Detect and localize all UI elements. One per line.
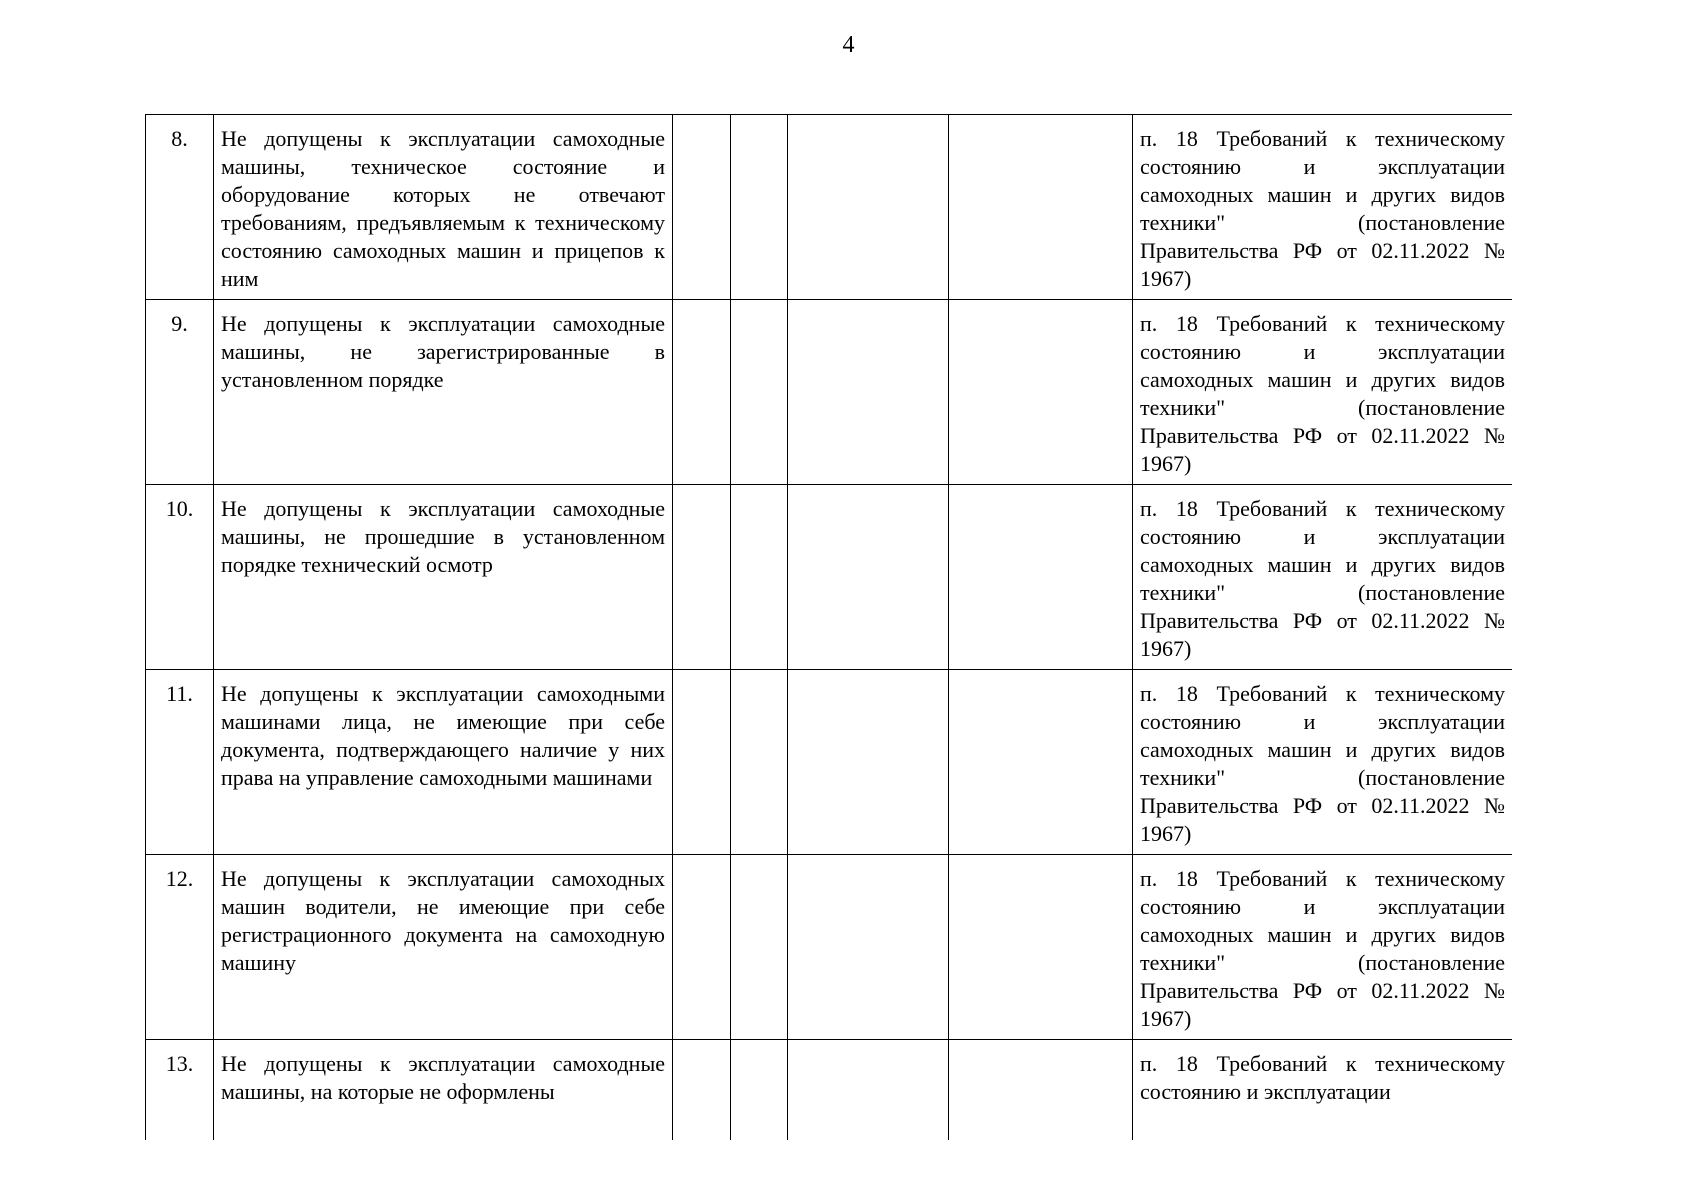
table-row xyxy=(146,1040,1513,1141)
answer-yes-cell xyxy=(673,855,731,1040)
legal-reference: п. 18 Требований к техническому состоянию и эксплуатации самоходных машин и других видов техники" (постановление Правительства РФ от 02.11.2022 № 1967) xyxy=(1133,115,1513,300)
legal-reference: п. 18 Требований к техническому состоянию и эксплуатации самоходных машин и других видов техники" (постановление Правительства РФ от 02.11.2022 № 1967) xyxy=(1133,670,1513,855)
requirement-text: Не допущены к эксплуатации самоходные машины, не прошедшие в установленном порядке технический осмотр xyxy=(214,485,673,670)
row-number: 13. xyxy=(146,1040,214,1141)
table-row xyxy=(146,670,1513,855)
table-row xyxy=(146,300,1513,485)
answer-no-cell xyxy=(731,855,788,1040)
comment-cell xyxy=(949,300,1133,485)
comment-cell xyxy=(949,115,1133,300)
checklist-table xyxy=(145,114,1512,1140)
answer-no-cell xyxy=(731,1040,788,1141)
legal-reference: п. 18 Требований к техническому состоянию и эксплуатации xyxy=(1133,1040,1513,1141)
table-row xyxy=(146,485,1513,670)
answer-yes-cell xyxy=(673,670,731,855)
answer-no-cell xyxy=(731,115,788,300)
requirement-text: Не допущены к эксплуатации самоходные машины, не зарегистрированные в установленном порядке xyxy=(214,300,673,485)
answer-no-cell xyxy=(731,300,788,485)
requirement-text: Не допущены к эксплуатации самоходные машины, техническое состояние и оборудование которых не отвечают требованиям, предъявляемым к техническому состоянию самоходных машин и прицепов к ним xyxy=(214,115,673,300)
row-number: 8. xyxy=(146,115,214,300)
row-number: 12. xyxy=(146,855,214,1040)
table-row xyxy=(146,115,1513,300)
comment-cell xyxy=(949,855,1133,1040)
row-number: 10. xyxy=(146,485,214,670)
checklist-table-container xyxy=(145,114,1512,1140)
answer-yes-cell xyxy=(673,115,731,300)
comment-cell xyxy=(949,485,1133,670)
comment-cell xyxy=(949,670,1133,855)
not-applicable-cell xyxy=(788,300,949,485)
not-applicable-cell xyxy=(788,1040,949,1141)
answer-no-cell xyxy=(731,485,788,670)
legal-reference: п. 18 Требований к техническому состоянию и эксплуатации самоходных машин и других видов техники" (постановление Правительства РФ от 02.11.2022 № 1967) xyxy=(1133,485,1513,670)
answer-yes-cell xyxy=(673,300,731,485)
answer-yes-cell xyxy=(673,485,731,670)
answer-no-cell xyxy=(731,670,788,855)
requirement-text: Не допущены к эксплуатации самоходных машин водители, не имеющие при себе регистрационного документа на самоходную машину xyxy=(214,855,673,1040)
comment-cell xyxy=(949,1040,1133,1141)
not-applicable-cell xyxy=(788,855,949,1040)
not-applicable-cell xyxy=(788,670,949,855)
requirement-text: Не допущены к эксплуатации самоходные машины, на которые не оформлены xyxy=(214,1040,673,1141)
not-applicable-cell xyxy=(788,485,949,670)
row-number: 9. xyxy=(146,300,214,485)
legal-reference: п. 18 Требований к техническому состоянию и эксплуатации самоходных машин и других видов техники" (постановление Правительства РФ от 02.11.2022 № 1967) xyxy=(1133,300,1513,485)
table-row xyxy=(146,855,1513,1040)
page-number: 4 xyxy=(842,32,855,58)
not-applicable-cell xyxy=(788,115,949,300)
answer-yes-cell xyxy=(673,1040,731,1141)
row-number: 11. xyxy=(146,670,214,855)
requirement-text: Не допущены к эксплуатации самоходными машинами лица, не имеющие при себе документа, подтверждающего наличие у них права на управление самоходными машинами xyxy=(214,670,673,855)
legal-reference: п. 18 Требований к техническому состоянию и эксплуатации самоходных машин и других видов техники" (постановление Правительства РФ от 02.11.2022 № 1967) xyxy=(1133,855,1513,1040)
